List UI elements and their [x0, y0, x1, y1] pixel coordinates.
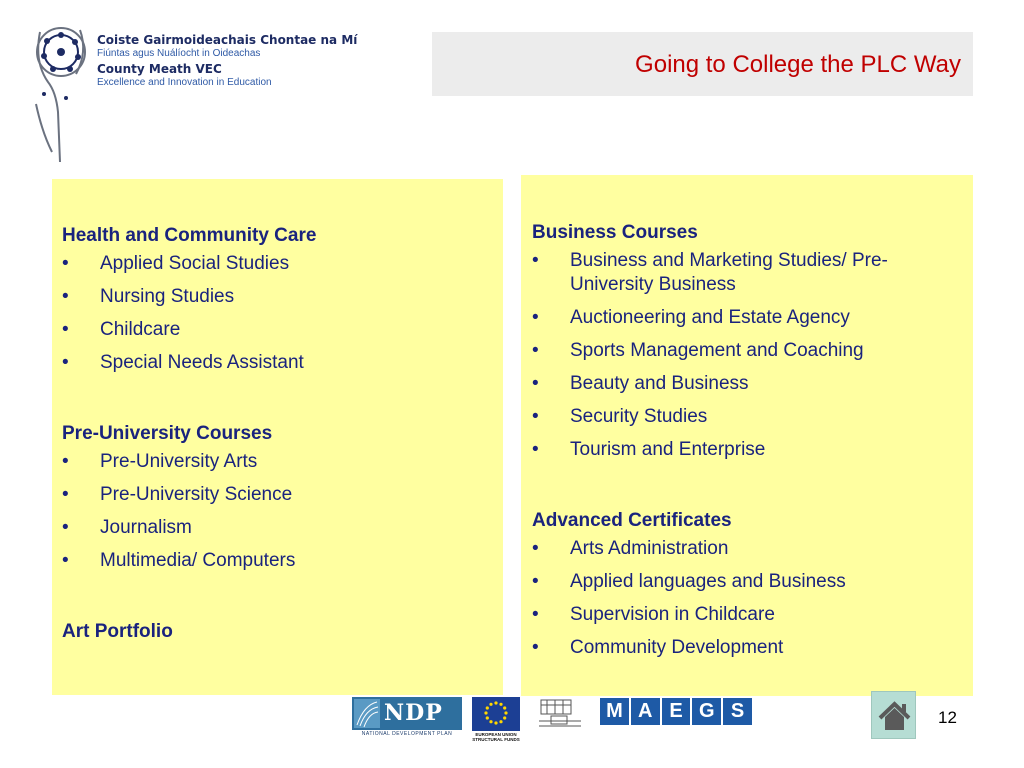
org-english-tagline: Excellence and Innovation in Education	[97, 77, 272, 89]
bullet: •	[532, 538, 539, 559]
eu-logo	[470, 697, 522, 745]
maegs-letter: E	[662, 698, 691, 725]
bullet: •	[532, 406, 539, 427]
course-name: Special Needs Assistant	[100, 352, 304, 373]
bullet: •	[62, 550, 69, 571]
list-item	[62, 483, 493, 507]
course-name: Sports Management and Coaching	[570, 340, 864, 361]
bullet: •	[532, 250, 539, 271]
bullet: •	[532, 340, 539, 361]
bullet: •	[62, 451, 69, 472]
section-heading: Art Portfolio	[62, 621, 173, 642]
course-name: Tourism and Enterprise	[570, 439, 766, 460]
section-heading: Advanced Certificates	[532, 510, 732, 531]
bullet: •	[532, 637, 539, 658]
bullet: •	[532, 571, 539, 592]
course-name: Arts Administration	[570, 538, 729, 559]
bullet: •	[532, 439, 539, 460]
list-item	[532, 438, 963, 462]
list-item	[532, 570, 963, 594]
maegs-letter: M	[600, 698, 629, 725]
eu-flag-icon	[472, 697, 520, 731]
list-item	[62, 285, 493, 309]
course-name: Applied Social Studies	[100, 253, 290, 274]
page-number: 12	[938, 708, 957, 727]
right-course-panel	[521, 175, 973, 696]
left-course-panel	[52, 179, 503, 695]
maegs-logo	[600, 698, 752, 725]
list-item	[532, 372, 963, 396]
list-item	[62, 549, 493, 573]
course-name: Pre-University Science	[100, 484, 293, 505]
course-name: Supervision in Childcare	[570, 604, 775, 625]
maegs-letter: G	[692, 698, 721, 725]
course-name: Nursing Studies	[100, 286, 235, 307]
list-item	[532, 636, 963, 660]
course-list	[532, 537, 963, 660]
org-irish-name: Coiste Gairmoideachais Chontae na Mí	[97, 33, 358, 47]
bullet: •	[532, 604, 539, 625]
course-name: Pre-University Arts	[100, 451, 258, 472]
list-item	[62, 516, 493, 540]
list-item	[532, 306, 963, 330]
maegs-letter: A	[631, 698, 660, 725]
bullet: •	[62, 484, 69, 505]
org-irish-tagline: Fiúntas agus Nuálíocht in Oideachas	[97, 47, 261, 59]
bullet: •	[62, 517, 69, 538]
course-name: Auctioneering and Estate Agency	[570, 307, 850, 328]
course-name: Applied languages and Business	[570, 571, 846, 592]
list-item	[62, 252, 493, 276]
list-item	[532, 537, 963, 561]
course-name: Business and Marketing Studies/ Pre-University Business	[570, 250, 888, 295]
list-item	[62, 318, 493, 342]
title-bar	[432, 32, 973, 96]
organization-name	[97, 34, 357, 93]
course-name: Community Development	[570, 637, 784, 658]
course-name: Beauty and Business	[570, 373, 749, 394]
list-item	[532, 603, 963, 627]
vec-emblem-logo	[28, 12, 94, 164]
bullet: •	[62, 253, 69, 274]
ndp-caption: NATIONAL DEVELOPMENT PLAN	[361, 731, 453, 737]
course-name: Security Studies	[570, 406, 708, 427]
course-name: Journalism	[100, 517, 192, 538]
course-list	[62, 450, 493, 573]
section-heading: Pre-University Courses	[62, 423, 273, 444]
section-heading: Business Courses	[532, 222, 698, 243]
course-list	[532, 249, 963, 462]
ndp-logo-text: NDP	[384, 700, 443, 726]
course-name: Childcare	[100, 319, 181, 340]
eu-caption: EUROPEAN UNION STRUCTURAL FUNDS	[472, 732, 520, 742]
org-english-name: County Meath VEC	[97, 62, 222, 77]
bullet: •	[62, 286, 69, 307]
list-item	[532, 249, 963, 297]
course-name: Multimedia/ Computers	[100, 550, 296, 571]
list-item	[62, 450, 493, 474]
ndp-mark-icon	[354, 699, 380, 728]
section-heading: Health and Community Care	[62, 225, 317, 246]
bullet: •	[62, 352, 69, 373]
home-button[interactable]	[871, 691, 916, 739]
list-item	[62, 351, 493, 375]
bullet: •	[532, 373, 539, 394]
ndp-logo	[352, 697, 462, 739]
building-sketch-logo	[537, 697, 583, 733]
list-item	[532, 405, 963, 429]
bullet: •	[62, 319, 69, 340]
list-item	[532, 339, 963, 363]
bullet: •	[532, 307, 539, 328]
course-list	[62, 252, 493, 375]
slide-title: Going to College the PLC Way	[635, 51, 961, 78]
maegs-letter: S	[723, 698, 752, 725]
home-icon	[872, 692, 917, 740]
